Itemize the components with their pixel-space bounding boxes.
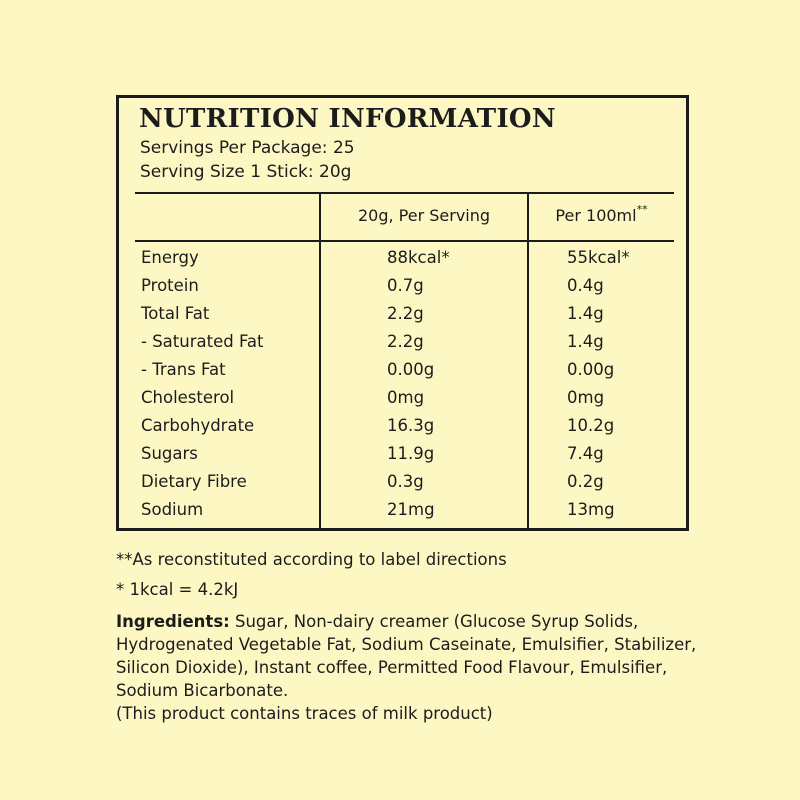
nutrient-row: [119, 388, 686, 416]
column-header-per-100ml: [529, 203, 674, 225]
per-serving-value: 0mg: [387, 388, 425, 407]
nutrient-row: [119, 360, 686, 388]
nutrient-row: [119, 444, 686, 472]
nutrient-name: Sugars: [141, 444, 198, 463]
nutrient-row: [119, 500, 686, 528]
nutrient-name: Cholesterol: [141, 388, 235, 407]
nutrient-name: Energy: [141, 248, 199, 267]
nutrient-name: Total Fat: [141, 304, 210, 323]
column-header-per-serving: 20g, Per Serving: [357, 206, 491, 225]
nutrient-row: [119, 276, 686, 304]
divider-top: [135, 192, 674, 194]
per-serving-value: 11.9g: [387, 444, 435, 463]
per-100ml-value: 0.4g: [567, 276, 604, 295]
divider-header: [135, 240, 674, 242]
per-serving-value: 16.3g: [387, 416, 435, 435]
nutrient-row: [119, 332, 686, 360]
serving-size: Serving Size 1 Stick: 20g: [140, 162, 352, 182]
nutrient-row: [119, 248, 686, 276]
per-100ml-value: 7.4g: [567, 444, 604, 463]
per-serving-value: 2.2g: [387, 304, 424, 323]
servings-per-package: Servings Per Package: 25: [140, 138, 355, 158]
nutrient-name: Sodium: [141, 500, 204, 519]
per-100ml-value: 10.2g: [567, 416, 615, 435]
per-100ml-value: 55kcal*: [567, 248, 630, 267]
per-serving-value: 0.00g: [387, 360, 435, 379]
traces-note: (This product contains traces of milk product): [116, 704, 493, 723]
per-100ml-value: 1.4g: [567, 304, 604, 323]
ingredients-label: Ingredients:: [116, 612, 230, 631]
reconstituted-note: **As reconstituted according to label directions: [116, 550, 507, 569]
per-100ml-value: 0mg: [567, 388, 605, 407]
kcal-note: * 1kcal = 4.2kJ: [116, 580, 239, 599]
per-100ml-value: 13mg: [567, 500, 615, 519]
per-serving-value: 0.7g: [387, 276, 424, 295]
nutrient-row: [119, 304, 686, 332]
nutrient-name: Carbohydrate: [141, 416, 255, 435]
ingredients-text: Sugar, Non-dairy creamer (Glucose Syrup Solids, Hydrogenated Vegetable Fat, Sodium Caseinate, Emulsifier, Stabilizer, Silicon Dioxide), Instant coffee, Permitted Food Flavour, Emulsifier, Sodium Bicarbonate.: [116, 612, 697, 700]
column-header-per-100ml-mark: **: [636, 203, 648, 216]
nutrient-name: Dietary Fibre: [141, 472, 247, 491]
nutrient-name: - Trans Fat: [141, 360, 226, 379]
per-100ml-value: 0.00g: [567, 360, 615, 379]
per-serving-value: 0.3g: [387, 472, 424, 491]
column-header-per-100ml-label: Per 100ml: [555, 206, 637, 225]
per-serving-value: 21mg: [387, 500, 435, 519]
nutrient-rows: [119, 248, 686, 528]
nutrition-panel: [116, 95, 689, 531]
panel-title: NUTRITION INFORMATION: [139, 104, 556, 134]
ingredients: [116, 610, 726, 725]
nutrient-name: - Saturated Fat: [141, 332, 264, 351]
nutrient-name: Protein: [141, 276, 199, 295]
nutrient-row: [119, 472, 686, 500]
per-serving-value: 2.2g: [387, 332, 424, 351]
nutrient-row: [119, 416, 686, 444]
per-100ml-value: 1.4g: [567, 332, 604, 351]
per-serving-value: 88kcal*: [387, 248, 450, 267]
per-100ml-value: 0.2g: [567, 472, 604, 491]
